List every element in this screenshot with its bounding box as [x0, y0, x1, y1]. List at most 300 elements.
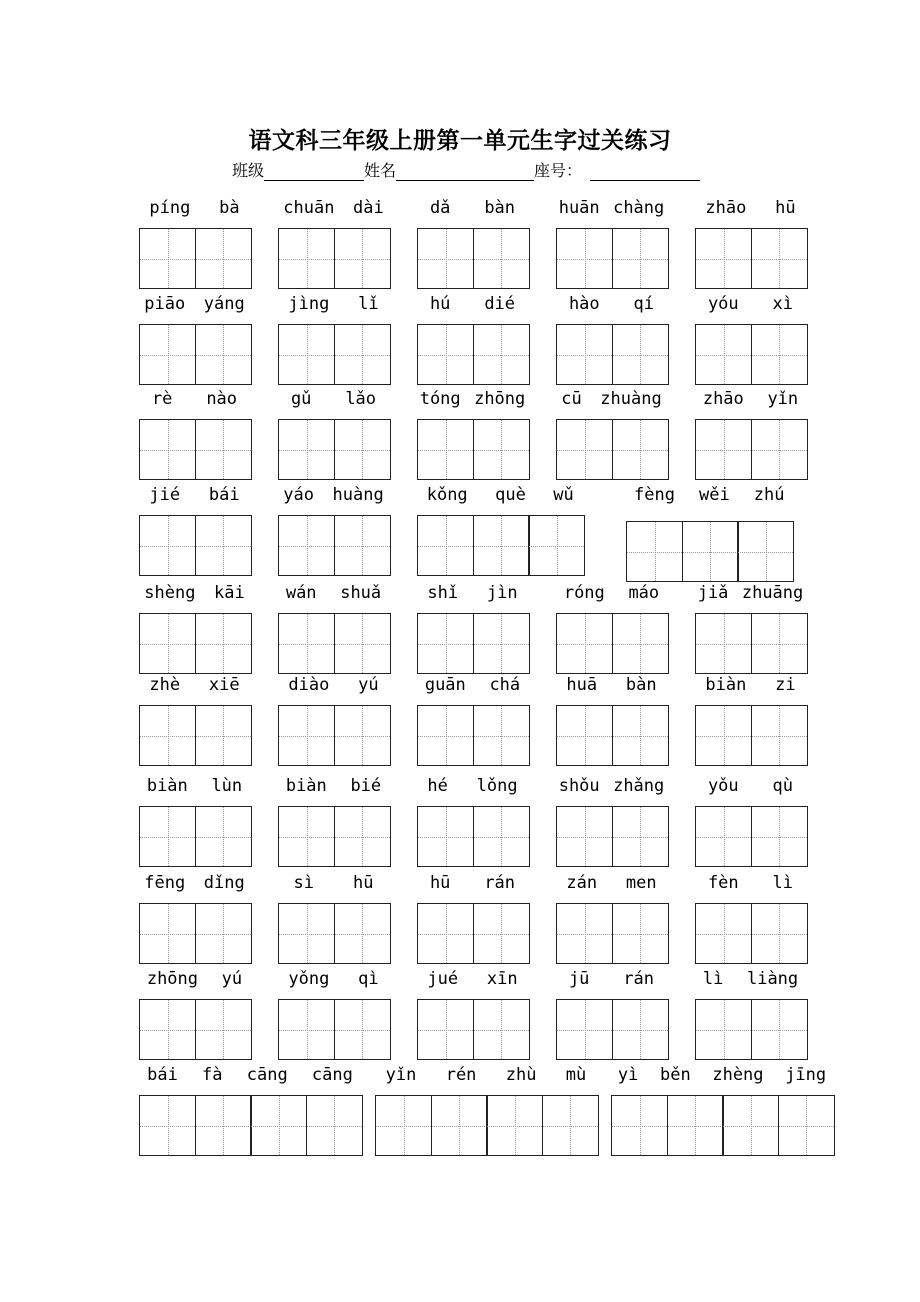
character-writing-box[interactable]	[139, 1095, 196, 1156]
character-writing-box[interactable]	[195, 613, 252, 674]
pinyin-syllable: zán	[566, 873, 598, 893]
character-writing-box[interactable]	[334, 419, 391, 480]
pinyin-label	[274, 675, 393, 695]
character-writing-box[interactable]	[139, 903, 196, 964]
character-writing-box[interactable]	[556, 806, 613, 867]
character-writing-box[interactable]	[139, 613, 196, 674]
pinyin-syllable: xīn	[486, 969, 518, 989]
character-writing-box[interactable]	[334, 705, 391, 766]
pinyin-label	[274, 873, 393, 893]
pinyin-syllable: zhōng	[474, 389, 526, 409]
pinyin-syllable: zhù	[505, 1065, 537, 1085]
writing-grid-group	[417, 515, 585, 576]
writing-grid-group	[139, 613, 252, 674]
character-writing-box[interactable]	[195, 1095, 252, 1156]
pinyin-syllable: yáo	[283, 485, 314, 505]
pinyin-syllable: bié	[350, 776, 382, 796]
character-writing-box[interactable]	[417, 419, 474, 480]
character-writing-box[interactable]	[278, 324, 335, 385]
pinyin-syllable: cū	[561, 389, 582, 409]
character-writing-box[interactable]	[139, 999, 196, 1060]
seat-field[interactable]	[590, 162, 700, 181]
character-writing-box[interactable]	[306, 1095, 363, 1156]
writing-grid-group	[556, 228, 669, 289]
writing-grid-group	[695, 903, 808, 964]
pinyin-syllable: huān	[558, 198, 600, 218]
pinyin-label	[552, 294, 671, 314]
writing-grid-group	[417, 999, 530, 1060]
character-writing-box[interactable]	[556, 228, 613, 289]
writing-grid-group	[139, 419, 252, 480]
writing-grid-group	[139, 1095, 363, 1156]
character-writing-box[interactable]	[195, 806, 252, 867]
pinyin-syllable: chuān	[283, 198, 335, 218]
character-writing-box[interactable]	[334, 806, 391, 867]
writing-grid-group	[556, 903, 669, 964]
character-writing-box[interactable]	[695, 999, 752, 1060]
character-writing-box[interactable]	[473, 324, 530, 385]
character-writing-box[interactable]	[473, 705, 530, 766]
character-writing-box[interactable]	[195, 705, 252, 766]
character-writing-box[interactable]	[695, 806, 752, 867]
pinyin-syllable: lì	[772, 873, 794, 893]
pinyin-syllable: diào	[288, 675, 330, 695]
character-writing-box[interactable]	[695, 419, 752, 480]
character-writing-box[interactable]	[612, 613, 669, 674]
character-writing-box[interactable]	[612, 806, 669, 867]
pinyin-label	[413, 873, 532, 893]
pinyin-syllable: tóng	[419, 389, 461, 409]
pinyin-syllable: fēng	[144, 873, 186, 893]
writing-grid-group	[626, 521, 794, 582]
pinyin-label	[413, 969, 532, 989]
pinyin-syllable: yǐn	[767, 389, 799, 409]
pinyin-syllable: jìn	[486, 583, 518, 603]
pinyin-syllable: yǐn	[385, 1065, 417, 1085]
writing-grid-group	[417, 903, 530, 964]
student-info	[232, 158, 700, 181]
pinyin-syllable: hū	[353, 873, 374, 893]
page-title: 语文科三年级上册第一单元生字过关练习	[248, 128, 672, 154]
pinyin-syllable: cāng	[311, 1065, 353, 1085]
pinyin-syllable: jū	[568, 969, 590, 989]
character-writing-box[interactable]	[278, 228, 335, 289]
pinyin-syllable: zhāo	[702, 389, 744, 409]
pinyin-label	[135, 675, 254, 695]
writing-grid-group	[139, 903, 252, 964]
character-writing-box[interactable]	[417, 613, 474, 674]
character-writing-box[interactable]	[278, 419, 335, 480]
character-writing-box[interactable]	[737, 521, 794, 582]
character-writing-box[interactable]	[612, 324, 669, 385]
pinyin-label	[274, 776, 393, 796]
pinyin-syllable: rè	[151, 389, 173, 409]
pinyin-syllable: zhèng	[712, 1065, 764, 1085]
pinyin-syllable: dài	[353, 198, 384, 218]
character-writing-box[interactable]	[612, 999, 669, 1060]
pinyin-syllable: yǒng	[288, 969, 330, 989]
pinyin-label	[622, 485, 797, 505]
pinyin-label	[135, 583, 254, 603]
class-field[interactable]	[264, 162, 364, 181]
pinyin-label	[135, 776, 254, 796]
character-writing-box[interactable]	[556, 419, 613, 480]
writing-grid-group	[556, 806, 669, 867]
pinyin-syllable: guān	[424, 675, 466, 695]
writing-grid-group	[278, 324, 391, 385]
pinyin-syllable: gǔ	[290, 389, 312, 409]
pinyin-label	[135, 389, 254, 409]
pinyin-syllable: dǎ	[429, 198, 451, 218]
pinyin-label	[135, 198, 254, 218]
writing-grid-group	[556, 324, 669, 385]
pinyin-syllable: rán	[623, 969, 655, 989]
character-writing-box[interactable]	[542, 1095, 599, 1156]
writing-grid-group	[417, 419, 530, 480]
character-writing-box[interactable]	[278, 515, 335, 576]
writing-grid-group	[417, 324, 530, 385]
pinyin-syllable: yú	[358, 675, 379, 695]
pinyin-syllable: zhè	[149, 675, 181, 695]
pinyin-label	[413, 485, 588, 505]
pinyin-label	[274, 389, 393, 409]
writing-grid-group	[556, 613, 669, 674]
character-writing-box[interactable]	[334, 903, 391, 964]
character-writing-box[interactable]	[139, 324, 196, 385]
character-writing-box[interactable]	[195, 903, 252, 964]
pinyin-syllable: hào	[568, 294, 600, 314]
pinyin-syllable: lǎo	[345, 389, 377, 409]
pinyin-label	[413, 294, 532, 314]
writing-grid-group	[278, 515, 391, 576]
character-writing-box[interactable]	[611, 1095, 668, 1156]
pinyin-label	[274, 294, 393, 314]
pinyin-syllable: chàng	[613, 198, 665, 218]
pinyin-syllable: biàn	[285, 776, 327, 796]
character-writing-box[interactable]	[195, 324, 252, 385]
pinyin-syllable: shǒu	[558, 776, 600, 796]
pinyin-label	[691, 294, 810, 314]
character-writing-box[interactable]	[195, 228, 252, 289]
writing-grid-group	[139, 705, 252, 766]
pinyin-label	[552, 873, 671, 893]
pinyin-label	[552, 583, 671, 603]
character-writing-box[interactable]	[612, 903, 669, 964]
class-label: 班级	[232, 161, 265, 180]
character-writing-box[interactable]	[667, 1095, 724, 1156]
pinyin-syllable: bàn	[484, 198, 516, 218]
pinyin-syllable: qù	[772, 776, 794, 796]
writing-grid-group	[556, 999, 669, 1060]
pinyin-syllable: shèng	[144, 583, 196, 603]
character-writing-box[interactable]	[417, 806, 474, 867]
pinyin-label	[274, 485, 393, 505]
pinyin-syllable: shǐ	[427, 583, 459, 603]
pinyin-label	[552, 198, 671, 218]
pinyin-syllable: dié	[484, 294, 516, 314]
character-writing-box[interactable]	[486, 1095, 543, 1156]
pinyin-syllable: bà	[219, 198, 240, 218]
character-writing-box[interactable]	[626, 521, 683, 582]
pinyin-syllable: fà	[202, 1065, 223, 1085]
pinyin-syllable: jié	[149, 485, 181, 505]
pinyin-syllable: píng	[149, 198, 191, 218]
character-writing-box[interactable]	[695, 324, 752, 385]
character-writing-box[interactable]	[612, 705, 669, 766]
pinyin-label	[135, 873, 254, 893]
pinyin-label	[691, 776, 810, 796]
pinyin-syllable: jīng	[785, 1065, 827, 1085]
pinyin-syllable: yì	[617, 1065, 639, 1085]
character-writing-box[interactable]	[751, 705, 808, 766]
writing-grid-group	[139, 324, 252, 385]
character-writing-box[interactable]	[695, 705, 752, 766]
writing-grid-group	[278, 903, 391, 964]
writing-grid-group	[417, 705, 530, 766]
pinyin-label	[413, 389, 532, 409]
character-writing-box[interactable]	[751, 419, 808, 480]
character-writing-box[interactable]	[334, 324, 391, 385]
pinyin-syllable: kǒng	[426, 485, 468, 505]
writing-grid-group	[556, 705, 669, 766]
character-writing-box[interactable]	[528, 515, 585, 576]
pinyin-syllable: què	[495, 485, 526, 505]
writing-grid-group	[695, 324, 808, 385]
pinyin-label	[413, 198, 532, 218]
pinyin-syllable: wěi	[699, 485, 730, 505]
pinyin-label	[691, 675, 810, 695]
pinyin-label	[552, 969, 671, 989]
character-writing-box[interactable]	[417, 903, 474, 964]
character-writing-box[interactable]	[556, 999, 613, 1060]
pinyin-syllable: lùn	[211, 776, 243, 796]
pinyin-syllable: lǒng	[476, 776, 518, 796]
pinyin-label	[371, 1065, 601, 1085]
pinyin-label	[413, 776, 532, 796]
pinyin-syllable: dǐng	[203, 873, 245, 893]
pinyin-syllable: yáng	[203, 294, 245, 314]
character-writing-box[interactable]	[751, 806, 808, 867]
character-writing-box[interactable]	[334, 515, 391, 576]
pinyin-label	[274, 198, 393, 218]
pinyin-syllable: fèn	[707, 873, 739, 893]
pinyin-label	[274, 969, 393, 989]
writing-grid-group	[375, 1095, 599, 1156]
character-writing-box[interactable]	[695, 613, 752, 674]
character-writing-box[interactable]	[751, 903, 808, 964]
pinyin-syllable: běn	[659, 1065, 691, 1085]
writing-grid-group	[556, 419, 669, 480]
pinyin-syllable: cāng	[246, 1065, 288, 1085]
character-writing-box[interactable]	[139, 705, 196, 766]
character-writing-box[interactable]	[751, 324, 808, 385]
pinyin-label	[274, 583, 393, 603]
pinyin-label	[691, 198, 810, 218]
pinyin-syllable: róng	[563, 583, 605, 603]
pinyin-syllable: liàng	[746, 969, 799, 989]
pinyin-syllable: jué	[427, 969, 459, 989]
pinyin-syllable: rán	[484, 873, 516, 893]
character-writing-box[interactable]	[473, 228, 530, 289]
pinyin-syllable: mù	[565, 1065, 587, 1085]
pinyin-syllable: sì	[293, 873, 314, 893]
character-writing-box[interactable]	[473, 515, 530, 576]
writing-grid-group	[695, 806, 808, 867]
character-writing-box[interactable]	[417, 228, 474, 289]
pinyin-syllable: yóu	[707, 294, 739, 314]
name-label: 姓名	[364, 161, 397, 180]
writing-grid-group	[611, 1095, 835, 1156]
pinyin-syllable: lǐ	[358, 294, 379, 314]
character-writing-box[interactable]	[778, 1095, 835, 1156]
character-writing-box[interactable]	[278, 613, 335, 674]
seat-label: 座号：	[534, 161, 583, 180]
character-writing-box[interactable]	[195, 999, 252, 1060]
character-writing-box[interactable]	[334, 613, 391, 674]
character-writing-box[interactable]	[695, 228, 752, 289]
writing-grid-group	[278, 999, 391, 1060]
pinyin-syllable: bái	[147, 1065, 178, 1085]
pinyin-syllable: xì	[772, 294, 794, 314]
pinyin-syllable: rén	[445, 1065, 477, 1085]
pinyin-label	[135, 485, 254, 505]
pinyin-syllable: zi	[775, 675, 796, 695]
pinyin-syllable: hū	[775, 198, 796, 218]
writing-grid-group	[139, 515, 252, 576]
pinyin-syllable: bái	[208, 485, 240, 505]
pinyin-label	[691, 389, 810, 409]
character-writing-box[interactable]	[612, 228, 669, 289]
pinyin-label	[552, 776, 671, 796]
pinyin-label	[552, 389, 671, 409]
pinyin-label	[135, 294, 254, 314]
pinyin-syllable: hū	[429, 873, 451, 893]
pinyin-label	[691, 969, 810, 989]
character-writing-box[interactable]	[250, 1095, 307, 1156]
pinyin-syllable: qì	[358, 969, 379, 989]
pinyin-label	[413, 675, 532, 695]
pinyin-syllable: nào	[206, 389, 238, 409]
character-writing-box[interactable]	[556, 903, 613, 964]
character-writing-box[interactable]	[473, 613, 530, 674]
character-writing-box[interactable]	[695, 903, 752, 964]
pinyin-syllable: huā	[566, 675, 598, 695]
character-writing-box[interactable]	[431, 1095, 488, 1156]
character-writing-box[interactable]	[417, 324, 474, 385]
character-writing-box[interactable]	[556, 613, 613, 674]
character-writing-box[interactable]	[195, 515, 252, 576]
pinyin-syllable: bàn	[625, 675, 657, 695]
character-writing-box[interactable]	[278, 705, 335, 766]
pinyin-syllable: wán	[285, 583, 317, 603]
character-writing-box[interactable]	[751, 228, 808, 289]
writing-grid-group	[695, 228, 808, 289]
character-writing-box[interactable]	[139, 515, 196, 576]
character-writing-box[interactable]	[417, 515, 474, 576]
character-writing-box[interactable]	[556, 705, 613, 766]
character-writing-box[interactable]	[556, 324, 613, 385]
pinyin-syllable: zhǎng	[613, 776, 665, 796]
writing-grid-group	[139, 228, 252, 289]
character-writing-box[interactable]	[278, 903, 335, 964]
writing-grid-group	[278, 705, 391, 766]
pinyin-label	[607, 1065, 837, 1085]
writing-grid-group	[417, 613, 530, 674]
pinyin-syllable: yǒu	[707, 776, 739, 796]
character-writing-box[interactable]	[473, 806, 530, 867]
pinyin-syllable: hé	[427, 776, 448, 796]
pinyin-syllable: yú	[221, 969, 243, 989]
character-writing-box[interactable]	[139, 806, 196, 867]
pinyin-label	[691, 583, 810, 603]
pinyin-label	[135, 1065, 365, 1085]
pinyin-syllable: biàn	[705, 675, 747, 695]
pinyin-label	[135, 969, 254, 989]
character-writing-box[interactable]	[278, 806, 335, 867]
pinyin-syllable: xiē	[208, 675, 240, 695]
pinyin-syllable: zhōng	[146, 969, 199, 989]
name-field[interactable]	[396, 162, 534, 181]
character-writing-box[interactable]	[751, 613, 808, 674]
pinyin-syllable: hú	[429, 294, 451, 314]
pinyin-label	[413, 583, 532, 603]
writing-grid-group	[695, 705, 808, 766]
pinyin-syllable: huàng	[332, 485, 384, 505]
character-writing-box[interactable]	[139, 228, 196, 289]
writing-grid-group	[278, 419, 391, 480]
pinyin-syllable: zhuāng	[741, 583, 804, 603]
pinyin-syllable: chá	[489, 675, 521, 695]
character-writing-box[interactable]	[682, 521, 739, 582]
pinyin-syllable: qí	[633, 294, 655, 314]
character-writing-box[interactable]	[722, 1095, 779, 1156]
character-writing-box[interactable]	[417, 999, 474, 1060]
writing-grid-group	[278, 613, 391, 674]
writing-grid-group	[278, 806, 391, 867]
writing-grid-group	[278, 228, 391, 289]
writing-grid-group	[695, 419, 808, 480]
character-writing-box[interactable]	[612, 419, 669, 480]
writing-grid-group	[417, 806, 530, 867]
character-writing-box[interactable]	[139, 419, 196, 480]
pinyin-syllable: kāi	[214, 583, 245, 603]
character-writing-box[interactable]	[473, 903, 530, 964]
writing-grid-group	[417, 228, 530, 289]
pinyin-syllable: zhuàng	[600, 389, 662, 409]
character-writing-box[interactable]	[375, 1095, 432, 1156]
pinyin-syllable: lì	[702, 969, 724, 989]
pinyin-label	[552, 675, 671, 695]
character-writing-box[interactable]	[334, 228, 391, 289]
character-writing-box[interactable]	[751, 999, 808, 1060]
pinyin-syllable: máo	[628, 583, 660, 603]
pinyin-syllable: jiǎ	[697, 583, 729, 603]
pinyin-syllable: jìng	[288, 294, 330, 314]
character-writing-box[interactable]	[417, 705, 474, 766]
writing-grid-group	[139, 999, 252, 1060]
pinyin-syllable: zhú	[753, 485, 785, 505]
pinyin-label	[691, 873, 810, 893]
character-writing-box[interactable]	[473, 999, 530, 1060]
pinyin-syllable: piāo	[144, 294, 186, 314]
character-writing-box[interactable]	[195, 419, 252, 480]
character-writing-box[interactable]	[278, 999, 335, 1060]
character-writing-box[interactable]	[334, 999, 391, 1060]
character-writing-box[interactable]	[473, 419, 530, 480]
writing-grid-group	[695, 999, 808, 1060]
pinyin-syllable: shuǎ	[340, 583, 382, 603]
writing-grid-group	[139, 806, 252, 867]
